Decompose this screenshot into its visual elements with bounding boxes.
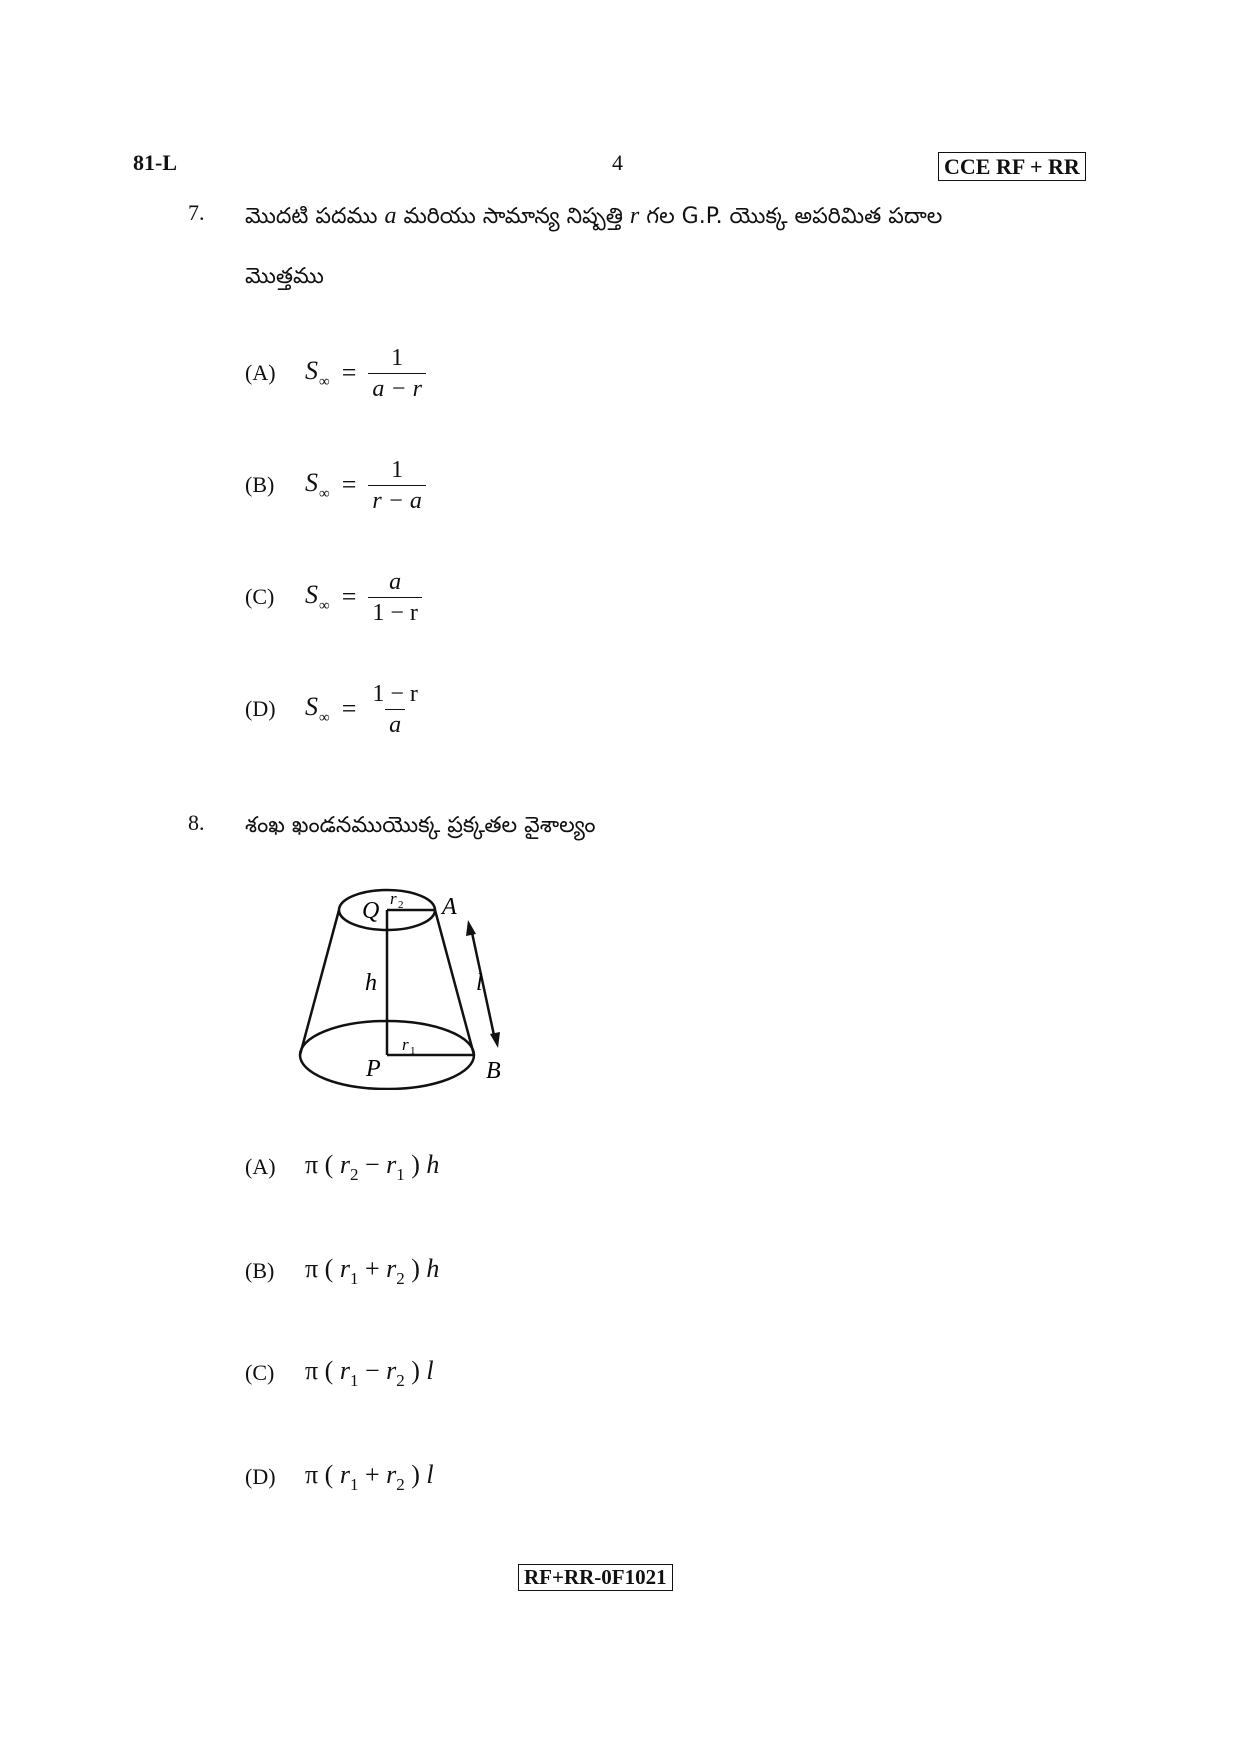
- label-B: B: [486, 1058, 501, 1084]
- question-8-number: 8.: [188, 810, 205, 835]
- label-P: P: [366, 1056, 381, 1082]
- fraction: [368, 567, 422, 628]
- option-expression: π ( $r_1 + r_2$ ) l: [305, 1459, 434, 1494]
- numerator: 1 − r: [372, 680, 418, 707]
- option-label: (C): [245, 584, 275, 609]
- sum-symbol: $S_\infty$: [305, 355, 330, 390]
- denominator: a − r: [368, 373, 426, 404]
- q7-text-part1: మొదటి పదము: [245, 204, 378, 229]
- q7-text-part2: మరియు సామాన్య నిష్పత్తి: [403, 204, 623, 229]
- label-r1: r: [402, 1035, 409, 1054]
- sum-symbol: $S_\infty$: [305, 691, 330, 726]
- option-label: (A): [245, 360, 276, 385]
- option-label: (B): [245, 472, 275, 497]
- equals-sign: =: [341, 470, 357, 499]
- option-label: (C): [245, 1360, 275, 1385]
- label-h: h: [365, 970, 377, 996]
- label-r1-sub: 1: [410, 1045, 416, 1057]
- paper-code: 81-L: [133, 150, 177, 175]
- q7-option-c[interactable]: [245, 567, 422, 627]
- option-label: (A): [245, 1154, 276, 1179]
- numerator: 1: [391, 344, 404, 371]
- label-l: l: [476, 970, 483, 996]
- arrowhead-up: [466, 920, 476, 936]
- q7-option-a[interactable]: [245, 343, 426, 403]
- option-label: (D): [245, 696, 276, 721]
- footer-code-box: RF+RR-0F1021: [518, 1564, 673, 1591]
- label-A: A: [442, 894, 457, 920]
- arrowhead-down: [490, 1032, 500, 1048]
- q7-var-r: r: [629, 203, 640, 229]
- frustum-figure: [290, 880, 530, 1090]
- sum-symbol: $S_\infty$: [305, 579, 330, 614]
- q7-text-part3: గల G.P. యొక్క అపరిమిత పదాల: [646, 204, 943, 229]
- label-r2: r: [390, 889, 397, 908]
- numerator: 1: [391, 456, 404, 483]
- equals-sign: =: [341, 582, 357, 611]
- q7-option-d[interactable]: [245, 679, 422, 739]
- numerator: a: [389, 568, 402, 595]
- fraction: [368, 679, 422, 740]
- denominator: a: [385, 709, 405, 740]
- q7-var-a: a: [384, 203, 397, 229]
- q8-option-a[interactable]: [245, 1137, 439, 1197]
- option-expression: π ( $r_1 + r_2$ ) h: [305, 1253, 440, 1288]
- slant-height-arrow-line: [471, 928, 495, 1040]
- option-label: (D): [245, 1464, 276, 1489]
- sum-symbol: $S_\infty$: [305, 467, 330, 502]
- q8-option-d[interactable]: [245, 1447, 434, 1507]
- fraction: [368, 455, 426, 516]
- fraction: [368, 343, 426, 404]
- series-box: CCE RF + RR: [938, 152, 1086, 181]
- equals-sign: =: [341, 694, 357, 723]
- denominator: 1 − r: [368, 597, 422, 628]
- question-8-text: శంఖ ఖండనముయొక్క ప్రక్కతల వైశాల్యం: [245, 813, 596, 838]
- denominator: r − a: [368, 485, 426, 516]
- label-r2-sub: 2: [398, 899, 404, 911]
- q8-option-b[interactable]: [245, 1241, 439, 1301]
- q7-option-b[interactable]: [245, 455, 426, 515]
- label-Q: Q: [362, 898, 380, 924]
- q8-option-c[interactable]: [245, 1343, 434, 1403]
- question-7-text: [245, 186, 1125, 307]
- question-7-number: 7.: [188, 200, 205, 225]
- equals-sign: =: [341, 358, 357, 387]
- option-expression: π ( $r_2 - r_1$ ) h: [305, 1149, 440, 1184]
- option-label: (B): [245, 1258, 275, 1283]
- q7-text-part4: మొత్తము: [245, 264, 324, 289]
- page-number: 4: [612, 150, 623, 175]
- option-expression: π ( $r_1 - r_2$ ) l: [305, 1355, 434, 1390]
